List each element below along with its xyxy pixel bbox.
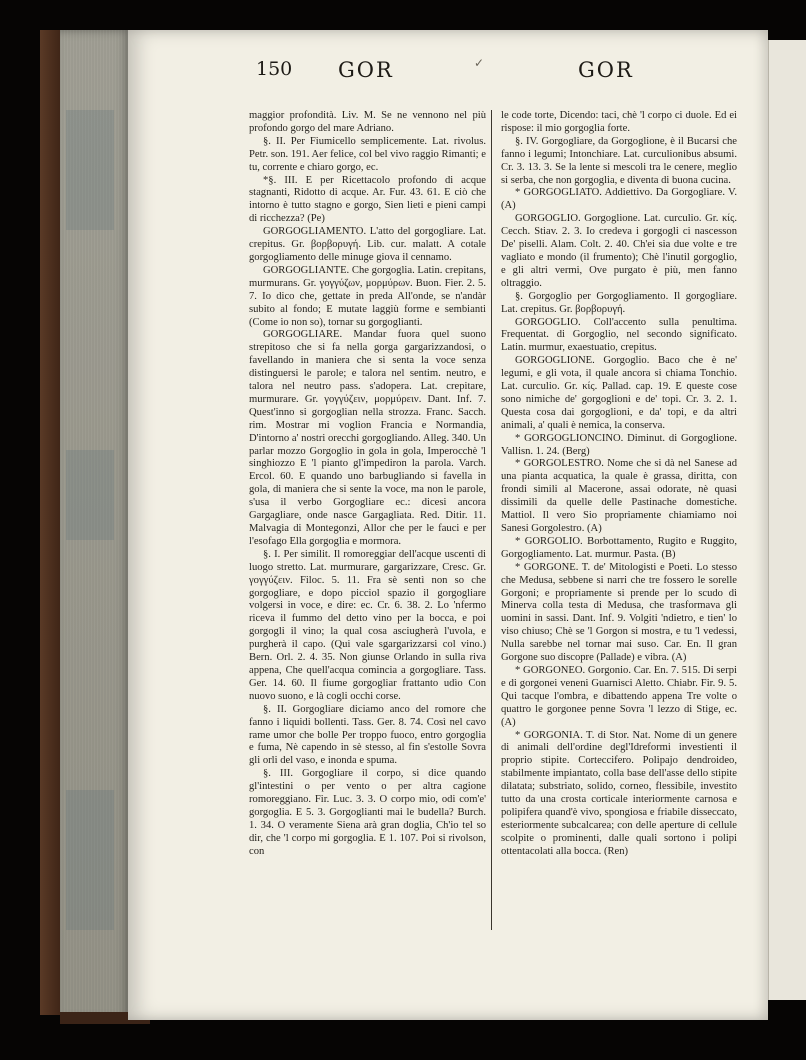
dictionary-entry: * GORGOLIO. Borbottamento, Rugito e Ruggito, Gorgogliamento. Lat. murmur. Pasta. (B)	[501, 535, 737, 560]
dictionary-entry: maggior profondità. Liv. M. Se ne vennono nel più profondo gorgo del mare Adriano.	[249, 110, 486, 134]
dictionary-entry: le code torte, Dicendo: taci, chè 'l corpo ci duole. Ed ei rispose: il mio gorgoglia forte.	[501, 110, 737, 134]
running-head-left: GOR	[338, 58, 394, 82]
dictionary-entry: §. II. Per Fiumicello semplicemente. Lat. rivolus. Petr. son. 191. Aer felice, col bel vivo raggio Rimanti; e tu, corrente e chiaro gorgo, ec.	[249, 135, 486, 173]
left-column	[249, 110, 486, 859]
dictionary-entry: * GORGONIA. T. di Stor. Nat. Nome di un genere di animali dell'ordine degl'Idreformi investienti il proprio stipite. Corteccifero. Polipajo dendroideo, stabilmente impiantato, colla base dell'asse dello stipite dilatata; substriato, solido, corneo, flessibile, investito tutto da una crosta corticale interiormente carnosa e polipifera quand'è vivo, spongiosa e friabile disseccato, esteriormente subcalcarea; con delle aperture di cellule scolpite o prominenti, dalle quali sortono i polipi ottentacolati alla bocca. (Ren)	[501, 729, 737, 857]
dictionary-entry: * GORGOGLIATO. Addiettivo. Da Gorgogliare. V. (A)	[501, 187, 737, 212]
dictionary-entry: * GORGOGLIONCINO. Diminut. di Gorgoglione. Vallisn. 1. 24. (Berg)	[501, 432, 737, 457]
facing-page-edge	[768, 40, 806, 1000]
dictionary-entry: §. III. Gorgogliare il corpo, si dice quando gl'intestini o per vento o per altra cagione romoreggiano. Fir. Luc. 3. 3. O corpo mio, odi com'e' gorgoglia. E 5. 3. Gorgoglianti mai le budella? Burch. 1. 34. O veramente Siena arà gran doglia, Ch'io tel so dir, che 'l corpo mi gorgoglia. E 1. 107. Poi si rivolson, con	[249, 768, 486, 857]
running-head-right: GOR	[578, 58, 634, 82]
dictionary-entry: §. II. Gorgogliare diciamo anco del romore che fanno i liquidi bollenti. Tass. Ger. 8. 74. Così nel cavo rame umor che bolle Per troppo fuoco, entro gorgoglia e fuma, Nè capendo in sè stesso, al fin s'estolle Sovra gli orli del vaso, e inonda e spuma.	[249, 703, 486, 767]
dictionary-entry: GORGOGLIO. Gorgoglione. Lat. curculio. Gr. κίς. Cecch. Stiav. 2. 3. Io credeva i gorgogli ci nascesson De' piselli. Alam. Colt. 2. 40. Ch'ei sia due volte e tre vagliato e mondo (il frumento); Chè l'inutil gorgoglio, e gli altri vermi, Ove purgato è più, men fanno oltraggio.	[501, 213, 737, 289]
right-column	[501, 110, 737, 859]
dictionary-entry: *§. III. E per Ricettacolo profondo di acque stagnanti, Ridotto di acque. Ar. Fur. 43. 61. E ciò che intorno è tutto stagno e gorgo, Sien lieti e pieni campi di ricchezza? (Pe)	[249, 174, 486, 225]
dictionary-entry: §. I. Per similit. Il romoreggiar dell'acque uscenti di luogo stretto. Lat. murmurare, gargarizzare, Cresc. Gr. γογγύζειν. Filoc. 5. 11. Fra sè sentì non so che gorgogliare, e dopo picciol spazio il gorgogliare volgersi in voce, e dire: ec. Cr. 6. 38. 2. Lo 'nfermo riceva il fummo del detto vino per la bocca, e poi gorgogli il vino; la qual cosa asciugherà l'uvola, e purgherà il capo. (Qui vale sgargarizzarsi col vino.) Bern. Orl. 2. 4. 35. Non giunse Orlando in sulla riva appena, Che quell'acqua comincia a gorgogliare. Tass. Ger. 14. 60. Il fiume gorgogliar frattanto udìo Con nuovo suono, e là cogli occhi corse.	[249, 548, 486, 702]
dictionary-entry: GORGOGLIO. Coll'accento sulla penultima. Frequentat. di Gorgoglio, nel secondo significato. Latin. murmur, exaestuatio, crepitus.	[501, 316, 737, 354]
dictionary-entry: GORGOGLIANTE. Che gorgoglia. Latin. crepitans, murmurans. Gr. γογγύζων, μορμύρων. Buon. Fier. 2. 5. 7. Io dico che, gettate in preda All'onde, se n'andàr subito al fondo; E mutate laggiù forme e sembianti (Come io non so), tornar su gorgoglianti.	[249, 264, 486, 328]
page-number: 150	[256, 58, 293, 80]
dictionary-entry: GORGOGLIAMENTO. L'atto del gorgogliare. Lat. crepitus. Gr. βορβορυγή. Lib. cur. malatt. A cotale gorgogliamento delle minuge giova il cennamo.	[249, 226, 486, 263]
dictionary-entry: * GORGOLESTRO. Nome che si dà nel Sanese ad una pianta acquatica, la quale è grassa, diritta, con frondi simili al Macerone, assai odorate, nè quasi dissimili da quelle delle Pastinache domestiche. Mattiol. Il vero Sio propriamente chiamiamo noi Sanesi Gorgolestro. (A)	[501, 458, 737, 534]
dictionary-entry: * GORGONEO. Gorgonio. Car. En. 7. 515. Di serpi e di gorgonei veneni Guarnisci Aletto. Chiabr. Fir. 9. 5. Qui tacque l'ombra, e dibattendo appena Tre volte o quattro le gorgonee penne Sovra 'l lezzo di Stige, ec. (A)	[501, 664, 737, 728]
dictionary-entry: §. Gorgoglio per Gorgogliamento. Il gorgogliare. Lat. crepitus. Gr. βορβορυγή.	[501, 290, 737, 315]
column-divider	[491, 110, 492, 930]
dictionary-entry: GORGOGLIARE. Mandar fuora quel suono strepitoso che si fa nella gorga gargarizzandosi, o favellando in maniera che si senta la voce senza distinguersi le parole; e talora nel sentim. neutro, e talora nel neutro pass. s'adopera. Lat. crepitare, murmurare. Gr. γογγύζειν, μορμύρειν. Dant. Inf. 7. Quest'inno si gorgoglian nella strozza. Franc. Sacch. rim. Mostrar mi voglion Francia e Normandia, D'intorno a' nostri orecchi gorgogliando. Alleg. 340. Un parlar mozzo Gorgoglio in gola in gola, Imperocchè 'l singhiozzo E 'l pianto gl'impediron la parola. Varch. Ercol. 60. E quando uno barbugliando si favella in gola, di maniera che si sente la voce, ma non le parole, s'usa il verbo Gorgogliare ec.: dicesi ancora Gargagliare, onde nasce Gargagliata. Red. Ditir. 11. Malvagia di Montegonzi, Allor che per le fauci e per l'esofago Ella gorgoglia e mormora.	[249, 329, 486, 547]
dictionary-entry: §. IV. Gorgogliare, da Gorgoglione, è il Bucarsi che fanno i legumi; Intonchiare. Lat. curculionibus absumi. Cr. 3. 13. 3. Se la lente si mescoli tra le cenere, meglio si serba, che non gorgoglia, e diventa di buona cucina.	[501, 135, 737, 186]
dictionary-entry: GORGOGLIONE. Gorgoglio. Baco che è ne' legumi, e gli vota, il quale ancora si chiama Tonchio. Lat. curculio. Gr. κίς. Pallad. cap. 19. E queste cose sono nimiche de' gorgoglioni e de' topi. Cr. 3. 2. 1. Questa cosa dai gorgoglioni, e da' topi, e da altri animali, a' quali è nemica, la conserva.	[501, 355, 737, 431]
margin-mark: ✓	[474, 56, 485, 70]
dictionary-entry: * GORGONE. T. de' Mitologisti e Poeti. Lo stesso che Medusa, sebbene si narri che tre fossero le sorelle Gorgoni; e propriamente si prende per lo scudo di Minerva colla testa di Medusa, che trasformava gli uomini in sassi. Dant. Inf. 9. Volgiti 'ndietro, e tien' lo viso chiuso; Chè se 'l Gorgon si mostra, e tu 'l vedessi, Nulla sarebbe nel tornar mai suso. Car. En. Il gran Gorgone suo discopre (Pallade) e vibra. (A)	[501, 561, 737, 664]
book-page-edges	[60, 30, 132, 1020]
